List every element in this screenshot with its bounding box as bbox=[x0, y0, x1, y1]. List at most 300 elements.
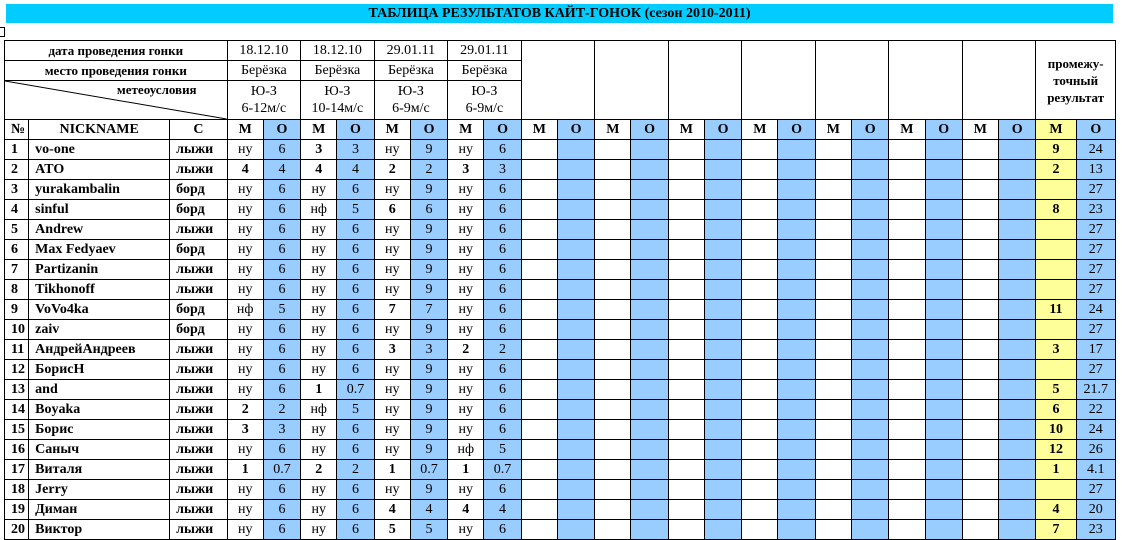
craft-type: лыжи bbox=[170, 220, 227, 240]
race-points-cell: 6 bbox=[263, 340, 300, 360]
race-points-cell: 6 bbox=[484, 380, 521, 400]
empty-place-cell bbox=[595, 300, 631, 320]
empty-place-cell bbox=[521, 340, 557, 360]
race-points-cell: 6 bbox=[263, 280, 300, 300]
empty-race-header bbox=[521, 41, 595, 120]
empty-place-cell bbox=[742, 380, 778, 400]
empty-points-cell bbox=[557, 280, 594, 300]
empty-place-cell bbox=[962, 220, 998, 240]
race-points-cell: 6 bbox=[484, 200, 521, 220]
empty-points-cell bbox=[778, 220, 815, 240]
empty-place-cell bbox=[889, 180, 925, 200]
empty-place-cell bbox=[668, 400, 704, 420]
col-points: О bbox=[852, 120, 889, 140]
summary-place bbox=[1036, 180, 1076, 200]
col-summary-place: М bbox=[1036, 120, 1076, 140]
race-place-cell: ну bbox=[374, 220, 410, 240]
race-points-cell: 6 bbox=[484, 320, 521, 340]
empty-place-cell bbox=[815, 480, 851, 500]
race-place-cell: ну bbox=[448, 380, 484, 400]
race-points-cell: 9 bbox=[410, 180, 447, 200]
empty-place-cell bbox=[668, 440, 704, 460]
race-points-cell: 6 bbox=[337, 520, 374, 540]
empty-points-cell bbox=[631, 280, 668, 300]
empty-points-cell bbox=[852, 480, 889, 500]
summary-place bbox=[1036, 360, 1076, 380]
empty-place-cell bbox=[668, 140, 704, 160]
empty-points-cell bbox=[925, 300, 962, 320]
empty-points-cell bbox=[852, 260, 889, 280]
race-points-cell: 6 bbox=[263, 320, 300, 340]
summary-place bbox=[1036, 260, 1076, 280]
empty-points-cell bbox=[631, 400, 668, 420]
empty-points-cell bbox=[704, 360, 741, 380]
table-row bbox=[5, 220, 1116, 240]
empty-points-cell bbox=[852, 380, 889, 400]
empty-place-cell bbox=[742, 460, 778, 480]
empty-points-cell bbox=[778, 200, 815, 220]
race-points-cell: 5 bbox=[263, 300, 300, 320]
race-points-cell: 2 bbox=[484, 340, 521, 360]
empty-points-cell bbox=[704, 500, 741, 520]
race-place-cell: 1 bbox=[374, 460, 410, 480]
race-points-cell: 6 bbox=[337, 340, 374, 360]
empty-place-cell bbox=[595, 400, 631, 420]
row-number: 12 bbox=[5, 360, 29, 380]
empty-points-cell bbox=[704, 400, 741, 420]
race-place-cell: ну bbox=[301, 300, 337, 320]
race-place-cell: 4 bbox=[448, 500, 484, 520]
race-points-cell: 6 bbox=[484, 400, 521, 420]
empty-place-cell bbox=[742, 500, 778, 520]
race-points-cell: 6 bbox=[337, 420, 374, 440]
empty-place-cell bbox=[742, 280, 778, 300]
row-number: 19 bbox=[5, 500, 29, 520]
race-place-cell: 2 bbox=[301, 460, 337, 480]
craft-type: лыжи bbox=[170, 360, 227, 380]
empty-points-cell bbox=[631, 240, 668, 260]
empty-place-cell bbox=[521, 140, 557, 160]
summary-place: 9 bbox=[1036, 140, 1076, 160]
race-weather bbox=[301, 81, 375, 120]
empty-points-cell bbox=[631, 340, 668, 360]
race-points-cell: 6 bbox=[337, 480, 374, 500]
empty-place-cell bbox=[595, 380, 631, 400]
race-place-cell: ну bbox=[374, 240, 410, 260]
row-number: 17 bbox=[5, 460, 29, 480]
table-row bbox=[5, 320, 1116, 340]
craft-type: борд bbox=[170, 300, 227, 320]
empty-points-cell bbox=[631, 500, 668, 520]
table-row bbox=[5, 260, 1116, 280]
race-place-cell: ну bbox=[301, 260, 337, 280]
row-number: 5 bbox=[5, 220, 29, 240]
race-points-cell: 2 bbox=[410, 160, 447, 180]
summary-points: 24 bbox=[1076, 300, 1115, 320]
empty-points-cell bbox=[852, 140, 889, 160]
col-place: М bbox=[742, 120, 778, 140]
empty-place-cell bbox=[742, 240, 778, 260]
empty-place-cell bbox=[595, 200, 631, 220]
col-points: О bbox=[704, 120, 741, 140]
empty-place-cell bbox=[962, 480, 998, 500]
empty-place-cell bbox=[521, 440, 557, 460]
empty-points-cell bbox=[778, 180, 815, 200]
table-row bbox=[5, 180, 1116, 200]
summary-points: 27 bbox=[1076, 360, 1115, 380]
empty-place-cell bbox=[742, 260, 778, 280]
empty-points-cell bbox=[704, 180, 741, 200]
empty-place-cell bbox=[742, 320, 778, 340]
empty-place-cell bbox=[668, 340, 704, 360]
empty-place-cell bbox=[962, 360, 998, 380]
race-place-cell: ну bbox=[227, 360, 263, 380]
race-place-cell: ну bbox=[448, 420, 484, 440]
empty-place-cell bbox=[521, 360, 557, 380]
wind-direction: Ю-З bbox=[324, 84, 351, 99]
empty-place-cell bbox=[889, 300, 925, 320]
race-place-cell: ну bbox=[301, 220, 337, 240]
race-points-cell: 9 bbox=[410, 280, 447, 300]
race-points-cell: 6 bbox=[263, 380, 300, 400]
craft-type: лыжи bbox=[170, 520, 227, 540]
race-place-cell: ну bbox=[448, 280, 484, 300]
race-points-cell: 9 bbox=[410, 240, 447, 260]
race-place-cell: ну bbox=[448, 480, 484, 500]
empty-place-cell bbox=[742, 220, 778, 240]
empty-place-cell bbox=[815, 400, 851, 420]
summary-points: 4.1 bbox=[1076, 460, 1115, 480]
race-points-cell: 6 bbox=[337, 260, 374, 280]
empty-place-cell bbox=[595, 220, 631, 240]
summary-points: 21.7 bbox=[1076, 380, 1115, 400]
empty-points-cell bbox=[999, 420, 1036, 440]
race-points-cell: 6 bbox=[484, 140, 521, 160]
col-num: № bbox=[5, 120, 29, 140]
race-points-cell: 2 bbox=[263, 400, 300, 420]
race-points-cell: 5 bbox=[410, 520, 447, 540]
nickname: Виталя bbox=[29, 460, 170, 480]
empty-points-cell bbox=[999, 240, 1036, 260]
table-row bbox=[5, 300, 1116, 320]
race-points-cell: 6 bbox=[484, 520, 521, 540]
race-points-cell: 4 bbox=[337, 160, 374, 180]
empty-points-cell bbox=[778, 460, 815, 480]
craft-type: лыжи bbox=[170, 160, 227, 180]
table-row bbox=[5, 420, 1116, 440]
empty-points-cell bbox=[557, 420, 594, 440]
race-place-cell: нф bbox=[448, 440, 484, 460]
empty-points-cell bbox=[557, 200, 594, 220]
col-nickname: NICKNAME bbox=[29, 120, 170, 140]
empty-place-cell bbox=[889, 500, 925, 520]
empty-points-cell bbox=[557, 260, 594, 280]
empty-points-cell bbox=[704, 160, 741, 180]
empty-points-cell bbox=[631, 360, 668, 380]
col-craft: С bbox=[170, 120, 227, 140]
race-place-cell: 7 bbox=[374, 300, 410, 320]
col-points: О bbox=[999, 120, 1036, 140]
summary-header-line: точный bbox=[1053, 72, 1099, 88]
craft-type: лыжи bbox=[170, 420, 227, 440]
empty-place-cell bbox=[815, 420, 851, 440]
race-points-cell: 9 bbox=[410, 380, 447, 400]
race-place-cell: ну bbox=[301, 500, 337, 520]
craft-type: лыжи bbox=[170, 140, 227, 160]
race-place-cell: ну bbox=[227, 220, 263, 240]
empty-points-cell bbox=[557, 140, 594, 160]
empty-place-cell bbox=[521, 220, 557, 240]
empty-place-cell bbox=[521, 480, 557, 500]
summary-points: 27 bbox=[1076, 240, 1115, 260]
summary-points: 17 bbox=[1076, 340, 1115, 360]
empty-place-cell bbox=[962, 260, 998, 280]
table-row bbox=[5, 500, 1116, 520]
summary-place: 7 bbox=[1036, 520, 1076, 540]
empty-points-cell bbox=[852, 400, 889, 420]
row-number: 14 bbox=[5, 400, 29, 420]
empty-points-cell bbox=[778, 420, 815, 440]
empty-place-cell bbox=[889, 460, 925, 480]
empty-place-cell bbox=[668, 240, 704, 260]
empty-place-cell bbox=[595, 260, 631, 280]
race-points-cell: 9 bbox=[410, 420, 447, 440]
empty-place-cell bbox=[889, 220, 925, 240]
empty-points-cell bbox=[852, 460, 889, 480]
empty-place-cell bbox=[962, 380, 998, 400]
empty-points-cell bbox=[631, 180, 668, 200]
table-row bbox=[5, 340, 1116, 360]
summary-points: 13 bbox=[1076, 160, 1115, 180]
table-row bbox=[5, 140, 1116, 160]
race-points-cell: 9 bbox=[410, 440, 447, 460]
race-points-cell: 9 bbox=[410, 260, 447, 280]
summary-header-line: результат bbox=[1047, 89, 1105, 105]
empty-place-cell bbox=[595, 500, 631, 520]
empty-place-cell bbox=[889, 140, 925, 160]
empty-points-cell bbox=[631, 200, 668, 220]
nickname: Диман bbox=[29, 500, 170, 520]
empty-place-cell bbox=[815, 140, 851, 160]
race-points-cell: 6 bbox=[337, 280, 374, 300]
summary-points: 27 bbox=[1076, 260, 1115, 280]
race-place-cell: ну bbox=[227, 180, 263, 200]
empty-place-cell bbox=[742, 180, 778, 200]
date-label: дата проведения гонки bbox=[5, 41, 228, 61]
empty-points-cell bbox=[778, 400, 815, 420]
empty-points-cell bbox=[557, 400, 594, 420]
empty-points-cell bbox=[999, 380, 1036, 400]
empty-points-cell bbox=[557, 480, 594, 500]
table-row bbox=[5, 240, 1116, 260]
table-row bbox=[5, 200, 1116, 220]
race-place-cell: 1 bbox=[227, 460, 263, 480]
empty-points-cell bbox=[778, 440, 815, 460]
empty-points-cell bbox=[999, 360, 1036, 380]
row-number: 10 bbox=[5, 320, 29, 340]
empty-points-cell bbox=[778, 260, 815, 280]
empty-place-cell bbox=[742, 360, 778, 380]
empty-points-cell bbox=[852, 320, 889, 340]
empty-place-cell bbox=[595, 420, 631, 440]
col-place: М bbox=[448, 120, 484, 140]
nickname: Борис bbox=[29, 420, 170, 440]
empty-points-cell bbox=[557, 240, 594, 260]
empty-points-cell bbox=[557, 160, 594, 180]
race-place-cell: ну bbox=[227, 280, 263, 300]
empty-points-cell bbox=[778, 160, 815, 180]
race-points-cell: 6 bbox=[337, 180, 374, 200]
race-place-cell: ну bbox=[374, 440, 410, 460]
empty-points-cell bbox=[999, 260, 1036, 280]
race-points-cell: 9 bbox=[410, 400, 447, 420]
race-place-cell: 3 bbox=[227, 420, 263, 440]
race-points-cell: 6 bbox=[263, 200, 300, 220]
empty-points-cell bbox=[999, 200, 1036, 220]
race-points-cell: 3 bbox=[263, 420, 300, 440]
race-points-cell: 9 bbox=[410, 320, 447, 340]
empty-place-cell bbox=[815, 220, 851, 240]
empty-place-cell bbox=[521, 320, 557, 340]
craft-type: лыжи bbox=[170, 440, 227, 460]
row-number: 16 bbox=[5, 440, 29, 460]
race-points-cell: 6 bbox=[484, 220, 521, 240]
craft-type: лыжи bbox=[170, 480, 227, 500]
race-date: 18.12.10 bbox=[301, 41, 375, 61]
empty-points-cell bbox=[852, 180, 889, 200]
nickname: Max Fedyaev bbox=[29, 240, 170, 260]
summary-points: 27 bbox=[1076, 220, 1115, 240]
race-place-cell: ну bbox=[227, 520, 263, 540]
empty-place-cell bbox=[962, 280, 998, 300]
empty-place-cell bbox=[962, 200, 998, 220]
row-number: 9 bbox=[5, 300, 29, 320]
race-points-cell: 4 bbox=[263, 160, 300, 180]
empty-points-cell bbox=[925, 340, 962, 360]
race-place-cell: 4 bbox=[227, 160, 263, 180]
race-points-cell: 0.7 bbox=[410, 460, 447, 480]
summary-place: 12 bbox=[1036, 440, 1076, 460]
empty-place-cell bbox=[815, 360, 851, 380]
empty-race-header bbox=[815, 41, 889, 120]
summary-points: 26 bbox=[1076, 440, 1115, 460]
race-place-cell: 4 bbox=[301, 160, 337, 180]
empty-place-cell bbox=[668, 380, 704, 400]
empty-place-cell bbox=[521, 200, 557, 220]
empty-place-cell bbox=[815, 320, 851, 340]
race-place-cell: ну bbox=[301, 180, 337, 200]
row-number: 2 bbox=[5, 160, 29, 180]
empty-points-cell bbox=[557, 320, 594, 340]
empty-place-cell bbox=[668, 360, 704, 380]
race-points-cell: 6 bbox=[337, 360, 374, 380]
empty-points-cell bbox=[704, 320, 741, 340]
col-points: О bbox=[925, 120, 962, 140]
empty-place-cell bbox=[962, 160, 998, 180]
race-points-cell: 9 bbox=[410, 480, 447, 500]
race-points-cell: 5 bbox=[484, 440, 521, 460]
empty-points-cell bbox=[631, 320, 668, 340]
race-place-cell: ну bbox=[301, 340, 337, 360]
empty-place-cell bbox=[668, 480, 704, 500]
empty-points-cell bbox=[778, 240, 815, 260]
summary-place: 4 bbox=[1036, 500, 1076, 520]
empty-points-cell bbox=[631, 160, 668, 180]
col-place: М bbox=[668, 120, 704, 140]
empty-place-cell bbox=[889, 380, 925, 400]
col-place: М bbox=[962, 120, 998, 140]
race-points-cell: 6 bbox=[484, 260, 521, 280]
race-points-cell: 6 bbox=[484, 480, 521, 500]
race-place-cell: ну bbox=[448, 220, 484, 240]
race-points-cell: 9 bbox=[410, 220, 447, 240]
race-place-cell: ну bbox=[227, 320, 263, 340]
empty-points-cell bbox=[852, 220, 889, 240]
empty-points-cell bbox=[925, 240, 962, 260]
weather-label-cell bbox=[5, 81, 228, 120]
empty-points-cell bbox=[925, 220, 962, 240]
race-points-cell: 2 bbox=[337, 460, 374, 480]
col-place: М bbox=[301, 120, 337, 140]
empty-points-cell bbox=[925, 260, 962, 280]
race-place-cell: ну bbox=[227, 500, 263, 520]
empty-points-cell bbox=[631, 220, 668, 240]
empty-points-cell bbox=[999, 320, 1036, 340]
nickname: Partizanin bbox=[29, 260, 170, 280]
empty-points-cell bbox=[999, 500, 1036, 520]
empty-place-cell bbox=[595, 340, 631, 360]
race-points-cell: 6 bbox=[263, 220, 300, 240]
race-points-cell: 6 bbox=[337, 300, 374, 320]
empty-points-cell bbox=[999, 340, 1036, 360]
empty-points-cell bbox=[704, 280, 741, 300]
craft-type: лыжи bbox=[170, 380, 227, 400]
summary-place: 3 bbox=[1036, 340, 1076, 360]
race-place-cell: ну bbox=[448, 520, 484, 540]
col-place: М bbox=[521, 120, 557, 140]
empty-place-cell bbox=[595, 440, 631, 460]
col-points: О bbox=[631, 120, 668, 140]
empty-place-cell bbox=[595, 140, 631, 160]
row-number: 6 bbox=[5, 240, 29, 260]
col-place: М bbox=[889, 120, 925, 140]
empty-points-cell bbox=[999, 220, 1036, 240]
row-number: 20 bbox=[5, 520, 29, 540]
empty-place-cell bbox=[889, 160, 925, 180]
empty-place-cell bbox=[889, 200, 925, 220]
col-points: О bbox=[263, 120, 300, 140]
empty-place-cell bbox=[815, 260, 851, 280]
race-place-cell: 6 bbox=[374, 200, 410, 220]
empty-points-cell bbox=[704, 260, 741, 280]
empty-place-cell bbox=[595, 480, 631, 500]
summary-place: 5 bbox=[1036, 380, 1076, 400]
col-points: О bbox=[778, 120, 815, 140]
summary-header-line: промежу- bbox=[1047, 55, 1104, 71]
empty-place-cell bbox=[962, 180, 998, 200]
empty-place-cell bbox=[815, 340, 851, 360]
craft-type: борд bbox=[170, 240, 227, 260]
race-weather bbox=[374, 81, 448, 120]
summary-place bbox=[1036, 280, 1076, 300]
empty-place-cell bbox=[962, 400, 998, 420]
empty-place-cell bbox=[668, 180, 704, 200]
race-points-cell: 4 bbox=[410, 500, 447, 520]
empty-place-cell bbox=[962, 440, 998, 460]
race-place-cell: 2 bbox=[227, 400, 263, 420]
row-number: 1 bbox=[5, 140, 29, 160]
race-place-cell: ну bbox=[301, 420, 337, 440]
